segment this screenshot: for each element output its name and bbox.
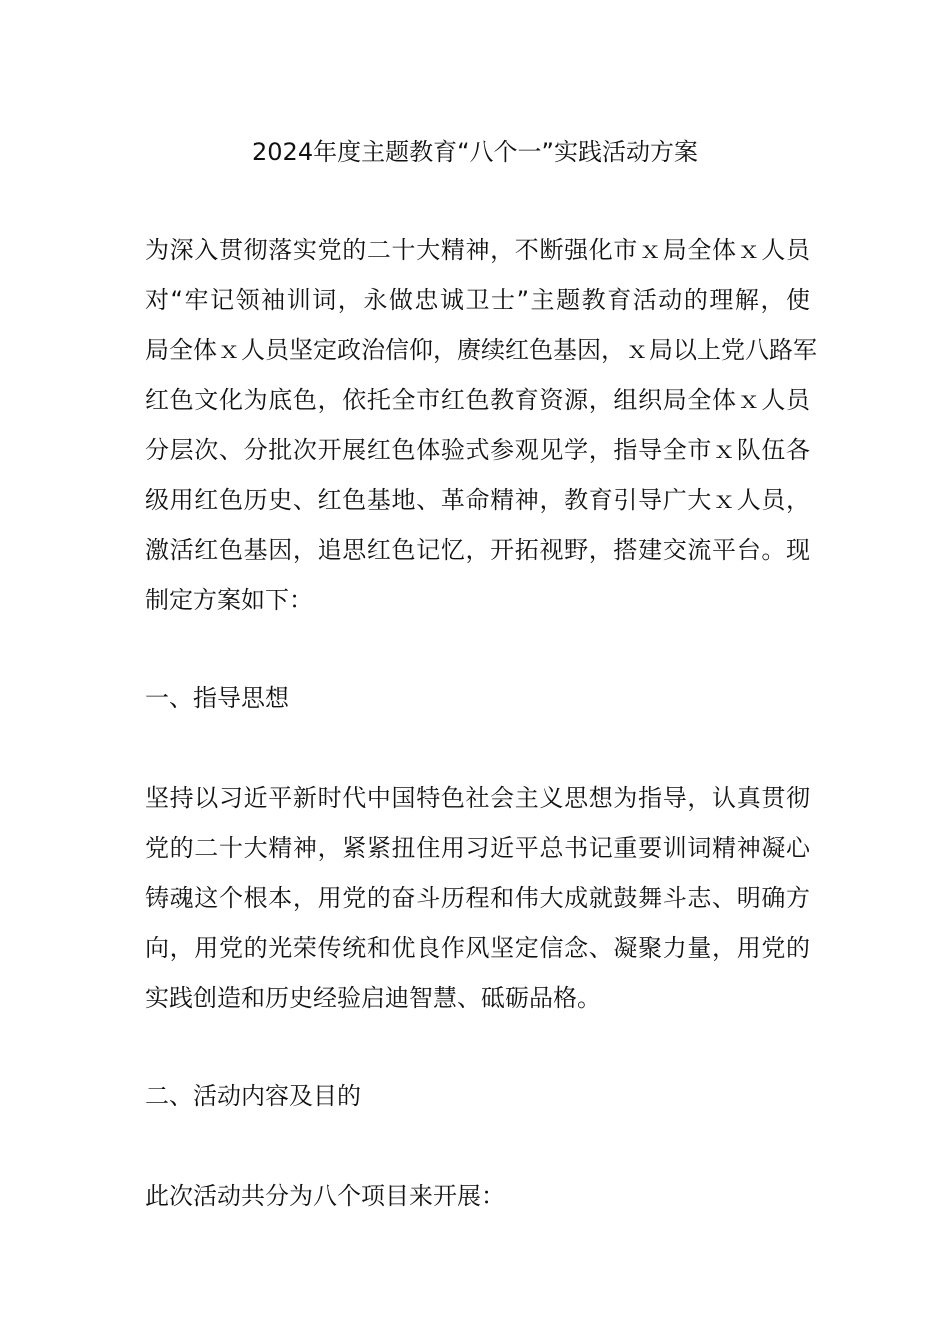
guiding-line: 向，用党的光荣传统和优良作风坚定信念、凝聚力量，用党的 — [145, 934, 810, 962]
intro-line: 制定方案如下： — [145, 586, 313, 614]
intro-line: 红色文化为底色，依托全市红色教育资源，组织局全体ｘ人员 — [145, 386, 810, 414]
intro-line: 级用红色历史、红色基地、革命精神，教育引导广大ｘ人员， — [145, 486, 810, 514]
activity-intro-text: 此次活动共分为八个项目来开展： — [145, 1182, 505, 1210]
intro-line: 激活红色基因，追思红色记忆，开拓视野，搭建交流平台。现 — [145, 536, 810, 564]
intro-line: 为深入贯彻落实党的二十大精神，不断强化市ｘ局全体ｘ人员 — [145, 236, 810, 264]
intro-line: 局全体ｘ人员坚定政治信仰，赓续红色基因，ｘ局以上党八路军 — [145, 336, 817, 364]
guiding-line: 党的二十大精神，紧紧扭住用习近平总书记重要训词精神凝心 — [145, 834, 810, 862]
guiding-line: 坚持以习近平新时代中国特色社会主义思想为指导，认真贯彻 — [145, 784, 810, 812]
guiding-line: 实践创造和历史经验启迪智慧、砥砺品格。 — [145, 984, 601, 1012]
section-heading-guiding-thought: 一、指导思想 — [145, 684, 289, 712]
section-heading-activity-content: 二、活动内容及目的 — [145, 1082, 361, 1110]
intro-line: 分层次、分批次开展红色体验式参观见学，指导全市ｘ队伍各 — [145, 436, 810, 464]
guiding-thought-paragraph — [145, 773, 810, 1023]
intro-line: 对“牢记领袖训词，永做忠诚卫士”主题教育活动的理解，使 — [145, 286, 810, 314]
guiding-line: 铸魂这个根本，用党的奋斗历程和伟大成就鼓舞斗志、明确方 — [145, 884, 810, 912]
intro-paragraph — [145, 225, 817, 625]
document-title: 2024年度主题教育“八个一”实践活动方案 — [252, 138, 698, 166]
